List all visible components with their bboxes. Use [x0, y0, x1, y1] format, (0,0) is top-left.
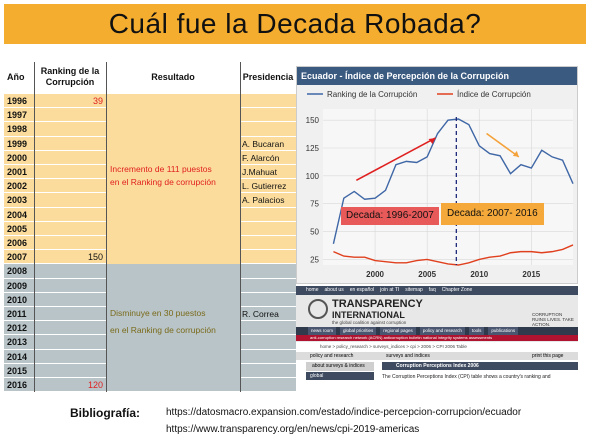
print-link[interactable]: print this page	[532, 353, 564, 359]
ti-globe-icon	[308, 299, 328, 319]
president-cell: L. Gutierrez	[240, 179, 296, 193]
year-cell: 1998	[4, 122, 34, 136]
president-cell: A. Palacios	[240, 193, 296, 207]
result-second-line2: en el Ranking de corrupción	[110, 325, 216, 335]
x-tick-label: 2015	[522, 270, 541, 279]
x-tick-label: 2010	[470, 270, 489, 279]
ti-row-mid: surveys and indices	[386, 353, 430, 359]
ti-section-row	[296, 352, 578, 360]
president-cell	[240, 208, 296, 222]
decade2-label: Decada: 2007- 2016	[441, 203, 544, 225]
ti-nav-item[interactable]: about us	[324, 287, 344, 293]
y-tick-label: 75	[310, 199, 319, 209]
year-cell: 2005	[4, 222, 34, 236]
ranking-cell	[34, 293, 106, 307]
ranking-cell: 120	[34, 378, 106, 392]
header-president: Presidencia	[242, 71, 294, 82]
plot-area	[323, 109, 573, 265]
ranking-cell	[34, 364, 106, 378]
ti-cpi-text: The Corruption Perceptions Index (CPI) table shows a country's ranking and	[382, 374, 551, 380]
ranking-cell	[34, 307, 106, 321]
year-cell: 2014	[4, 350, 34, 364]
y-tick-label: 50	[310, 227, 319, 237]
divider	[240, 62, 241, 392]
ti-red-bar: anti-corruption research network (ACRN) anticorruption bulletin national integrity systems assessments	[296, 335, 578, 341]
president-cell	[240, 108, 296, 122]
result-second-line1: Disminuye en 30 puestos	[110, 308, 206, 318]
year-cell: 2008	[4, 264, 34, 278]
president-cell	[240, 94, 296, 108]
ti-side-about[interactable]: about surveys & indices	[306, 362, 374, 371]
page-title: Cuál fue la Decada Robada?	[108, 8, 482, 39]
ranking-cell	[34, 264, 106, 278]
ti-logo-line1: TRANSPARENCY	[332, 298, 423, 310]
year-cell: 2001	[4, 165, 34, 179]
ranking-cell	[34, 208, 106, 222]
ti-menu-item[interactable]: policy and research	[420, 327, 465, 335]
ti-body	[296, 342, 578, 390]
president-cell: R. Correa	[240, 307, 296, 321]
president-cell: A. Bucaran	[240, 137, 296, 151]
ti-nav-item[interactable]: faq	[428, 287, 436, 293]
president-cell	[240, 236, 296, 250]
result-first	[110, 163, 216, 189]
y-tick-label: 100	[305, 171, 319, 181]
bibliography-url-1[interactable]: https://datosmacro.expansion.com/estado/indice-percepcion-corrupcion/ecuador	[166, 407, 522, 418]
x-tick-label: 2005	[418, 270, 437, 279]
year-cell: 2000	[4, 151, 34, 165]
president-cell	[240, 250, 296, 264]
ti-right-text: CORRUPTION RUINS LIVES. TAKE ACTION.	[532, 312, 574, 327]
ranking-cell	[34, 122, 106, 136]
result-second	[110, 305, 216, 339]
header-ranking: Ranking de la Corrupción	[40, 66, 100, 87]
president-cell	[240, 378, 296, 392]
president-cell	[240, 264, 296, 278]
ti-menu-item[interactable]: regional pages	[380, 327, 416, 335]
y-tick-label: 150	[305, 116, 319, 126]
x-tick-label: 2000	[366, 270, 384, 279]
ranking-cell	[34, 321, 106, 335]
ti-nav-item[interactable]: sitemap	[405, 287, 423, 293]
y-tick-label: 25	[310, 255, 319, 265]
ti-menu-item[interactable]: tools	[469, 327, 485, 335]
ti-nav-item[interactable]: Chapter Zone	[441, 287, 473, 293]
ranking-cell	[34, 137, 106, 151]
ranking-cell	[34, 236, 106, 250]
ti-menu-item[interactable]: publications	[488, 327, 518, 335]
ranking-table	[4, 60, 296, 390]
title-band	[4, 4, 586, 44]
year-cell: 1996	[4, 94, 34, 108]
ti-cpi-title: Corruption Perceptions Index 2006	[382, 362, 578, 370]
ranking-cell	[34, 279, 106, 293]
ranking-cell: 39	[34, 94, 106, 108]
year-cell: 2012	[4, 321, 34, 335]
president-cell	[240, 279, 296, 293]
year-cell: 2006	[4, 236, 34, 250]
legend-ranking-label: Ranking de la Corrupción	[327, 90, 418, 99]
ti-tagline: the global coalition against corruption	[332, 320, 407, 325]
ti-side-global[interactable]: global	[306, 372, 374, 380]
corruption-chart	[296, 66, 578, 284]
year-cell: 2004	[4, 208, 34, 222]
year-cell: 1997	[4, 108, 34, 122]
president-cell: F. Alarcón	[240, 151, 296, 165]
ti-nav-item[interactable]: join at TI	[380, 287, 400, 293]
president-cell	[240, 335, 296, 349]
result-first-line2: en el Ranking de corrupción	[110, 177, 216, 187]
year-cell: 2015	[4, 364, 34, 378]
president-cell	[240, 321, 296, 335]
year-cell: 2002	[4, 179, 34, 193]
bibliography-url-2[interactable]: https://www.transparency.org/en/news/cpi-2019-americas	[166, 424, 420, 435]
ti-logo-line2: INTERNATIONAL	[332, 310, 405, 320]
chart-svg	[297, 85, 577, 283]
year-cell: 2011	[4, 307, 34, 321]
year-cell: 1999	[4, 137, 34, 151]
ranking-cell	[34, 151, 106, 165]
ranking-cell: 150	[34, 250, 106, 264]
year-cell: 2009	[4, 279, 34, 293]
ranking-cell	[34, 350, 106, 364]
result-first-line1: Incremento de 111 puestos	[110, 164, 212, 174]
ranking-cell	[34, 108, 106, 122]
breadcrumb[interactable]: home > policy_research > surveys_indices > cpi > 2006 > CPI 2006 Table	[320, 344, 467, 349]
ti-row-left: policy and research	[310, 353, 354, 359]
president-cell	[240, 350, 296, 364]
year-cell: 2010	[4, 293, 34, 307]
president-cell: J.Mahuat	[240, 165, 296, 179]
ranking-cell	[34, 335, 106, 349]
year-cell: 2013	[4, 335, 34, 349]
year-cell: 2003	[4, 193, 34, 207]
ti-menu-item[interactable]: global priorities	[340, 327, 376, 335]
bibliography-label: Bibliografía:	[70, 406, 141, 420]
chart-header: Ecuador - Índice de Percepción de la Corrupción	[297, 67, 577, 85]
year-cell: 2007	[4, 250, 34, 264]
ti-menu-item[interactable]: news room	[308, 327, 336, 335]
president-cell	[240, 222, 296, 236]
president-cell	[240, 122, 296, 136]
divider	[106, 62, 107, 392]
president-cell	[240, 293, 296, 307]
president-cell	[240, 364, 296, 378]
ti-menu	[296, 327, 578, 335]
y-tick-label: 125	[305, 144, 319, 153]
divider	[34, 62, 35, 392]
ti-top-nav	[296, 286, 578, 295]
decade1-label: Decada: 1996-2007	[341, 207, 439, 225]
ti-nav-item[interactable]: home	[306, 287, 319, 293]
ranking-cell	[34, 165, 106, 179]
ranking-cell	[34, 179, 106, 193]
ranking-cell	[34, 193, 106, 207]
header-result: Resultado	[151, 71, 195, 82]
ti-nav-item[interactable]: en español	[349, 287, 375, 293]
header-year: Año	[7, 71, 25, 82]
transparency-panel	[296, 286, 578, 390]
ranking-cell	[34, 222, 106, 236]
year-cell: 2016	[4, 378, 34, 392]
legend-index-label: Índice de Corrupción	[457, 90, 531, 99]
